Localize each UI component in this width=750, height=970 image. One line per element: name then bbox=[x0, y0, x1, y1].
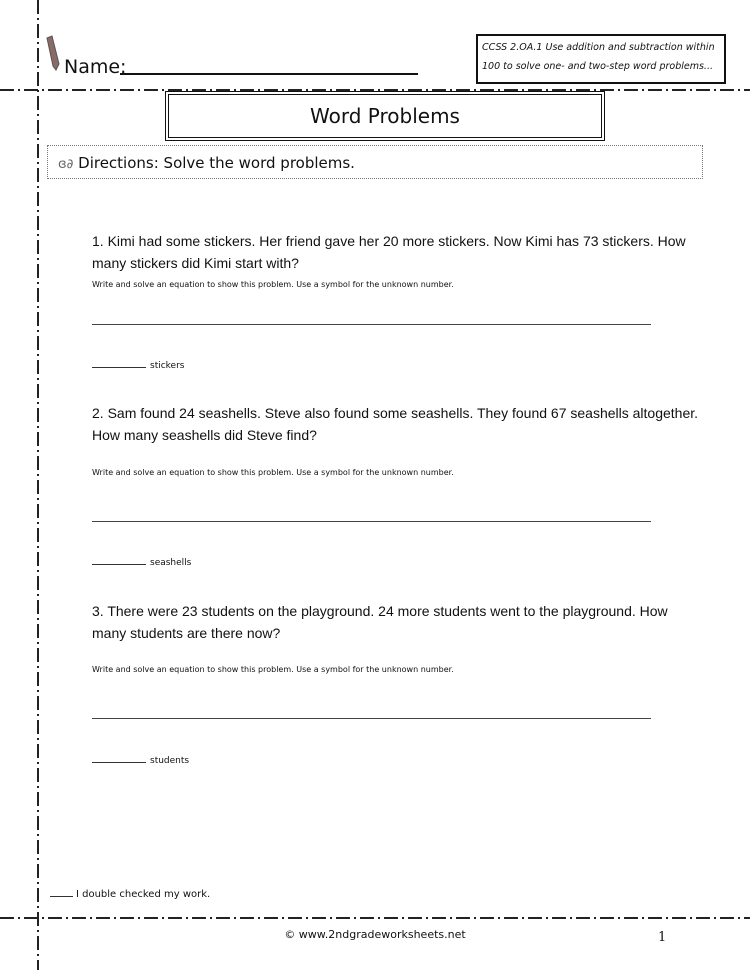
pencil-icon bbox=[44, 34, 62, 74]
equation-line-2[interactable] bbox=[92, 521, 651, 522]
problem-1: 1. Kimi had some stickers. Her friend gave her 20 more stickers. Now Kimi has 73 stickers. How many stickers did Kimi start with? bbox=[92, 233, 686, 271]
page-title: Word Problems bbox=[165, 91, 605, 141]
answer-2[interactable] bbox=[92, 558, 191, 568]
answer-1[interactable] bbox=[92, 361, 184, 371]
name-field[interactable] bbox=[120, 73, 418, 75]
directions-text: Directions: Solve the word problems. bbox=[78, 154, 355, 172]
equation-line-3[interactable] bbox=[92, 718, 651, 719]
self-check-label: I double checked my work. bbox=[76, 889, 211, 900]
instruction-2: Write and solve an equation to show this problem. Use a symbol for the unknown number. bbox=[92, 468, 454, 477]
instruction-3: Write and solve an equation to show this problem. Use a symbol for the unknown number. bbox=[92, 665, 454, 674]
cut-line-bottom bbox=[0, 917, 750, 919]
unit-label: stickers bbox=[150, 361, 185, 371]
problem-3: 3. There were 23 students on the playground. 24 more students went to the playground. How many students are there now? bbox=[92, 603, 668, 641]
unit-label: seashells bbox=[150, 558, 192, 568]
directions-box bbox=[47, 145, 703, 179]
name-label: Name: bbox=[64, 56, 127, 78]
page-number: 1 bbox=[658, 930, 667, 945]
glasses-icon: ɞ∂ bbox=[58, 157, 74, 172]
answer-3[interactable] bbox=[92, 756, 189, 766]
equation-line-1[interactable] bbox=[92, 324, 651, 325]
instruction-1: Write and solve an equation to show this problem. Use a symbol for the unknown number. bbox=[92, 280, 454, 289]
unit-label: students bbox=[150, 756, 190, 766]
problem-2: 2. Sam found 24 seashells. Steve also found some seashells. They found 67 seashells altogether. How many seashells did Steve find? bbox=[92, 405, 699, 443]
self-check[interactable] bbox=[50, 889, 210, 900]
footer-copyright: © www.2ndgradeworksheets.net bbox=[284, 928, 466, 941]
cut-line-vertical bbox=[37, 0, 39, 970]
standard-box: CCSS 2.OA.1 Use addition and subtraction within 100 to solve one- and two-step word problems... bbox=[476, 34, 726, 84]
